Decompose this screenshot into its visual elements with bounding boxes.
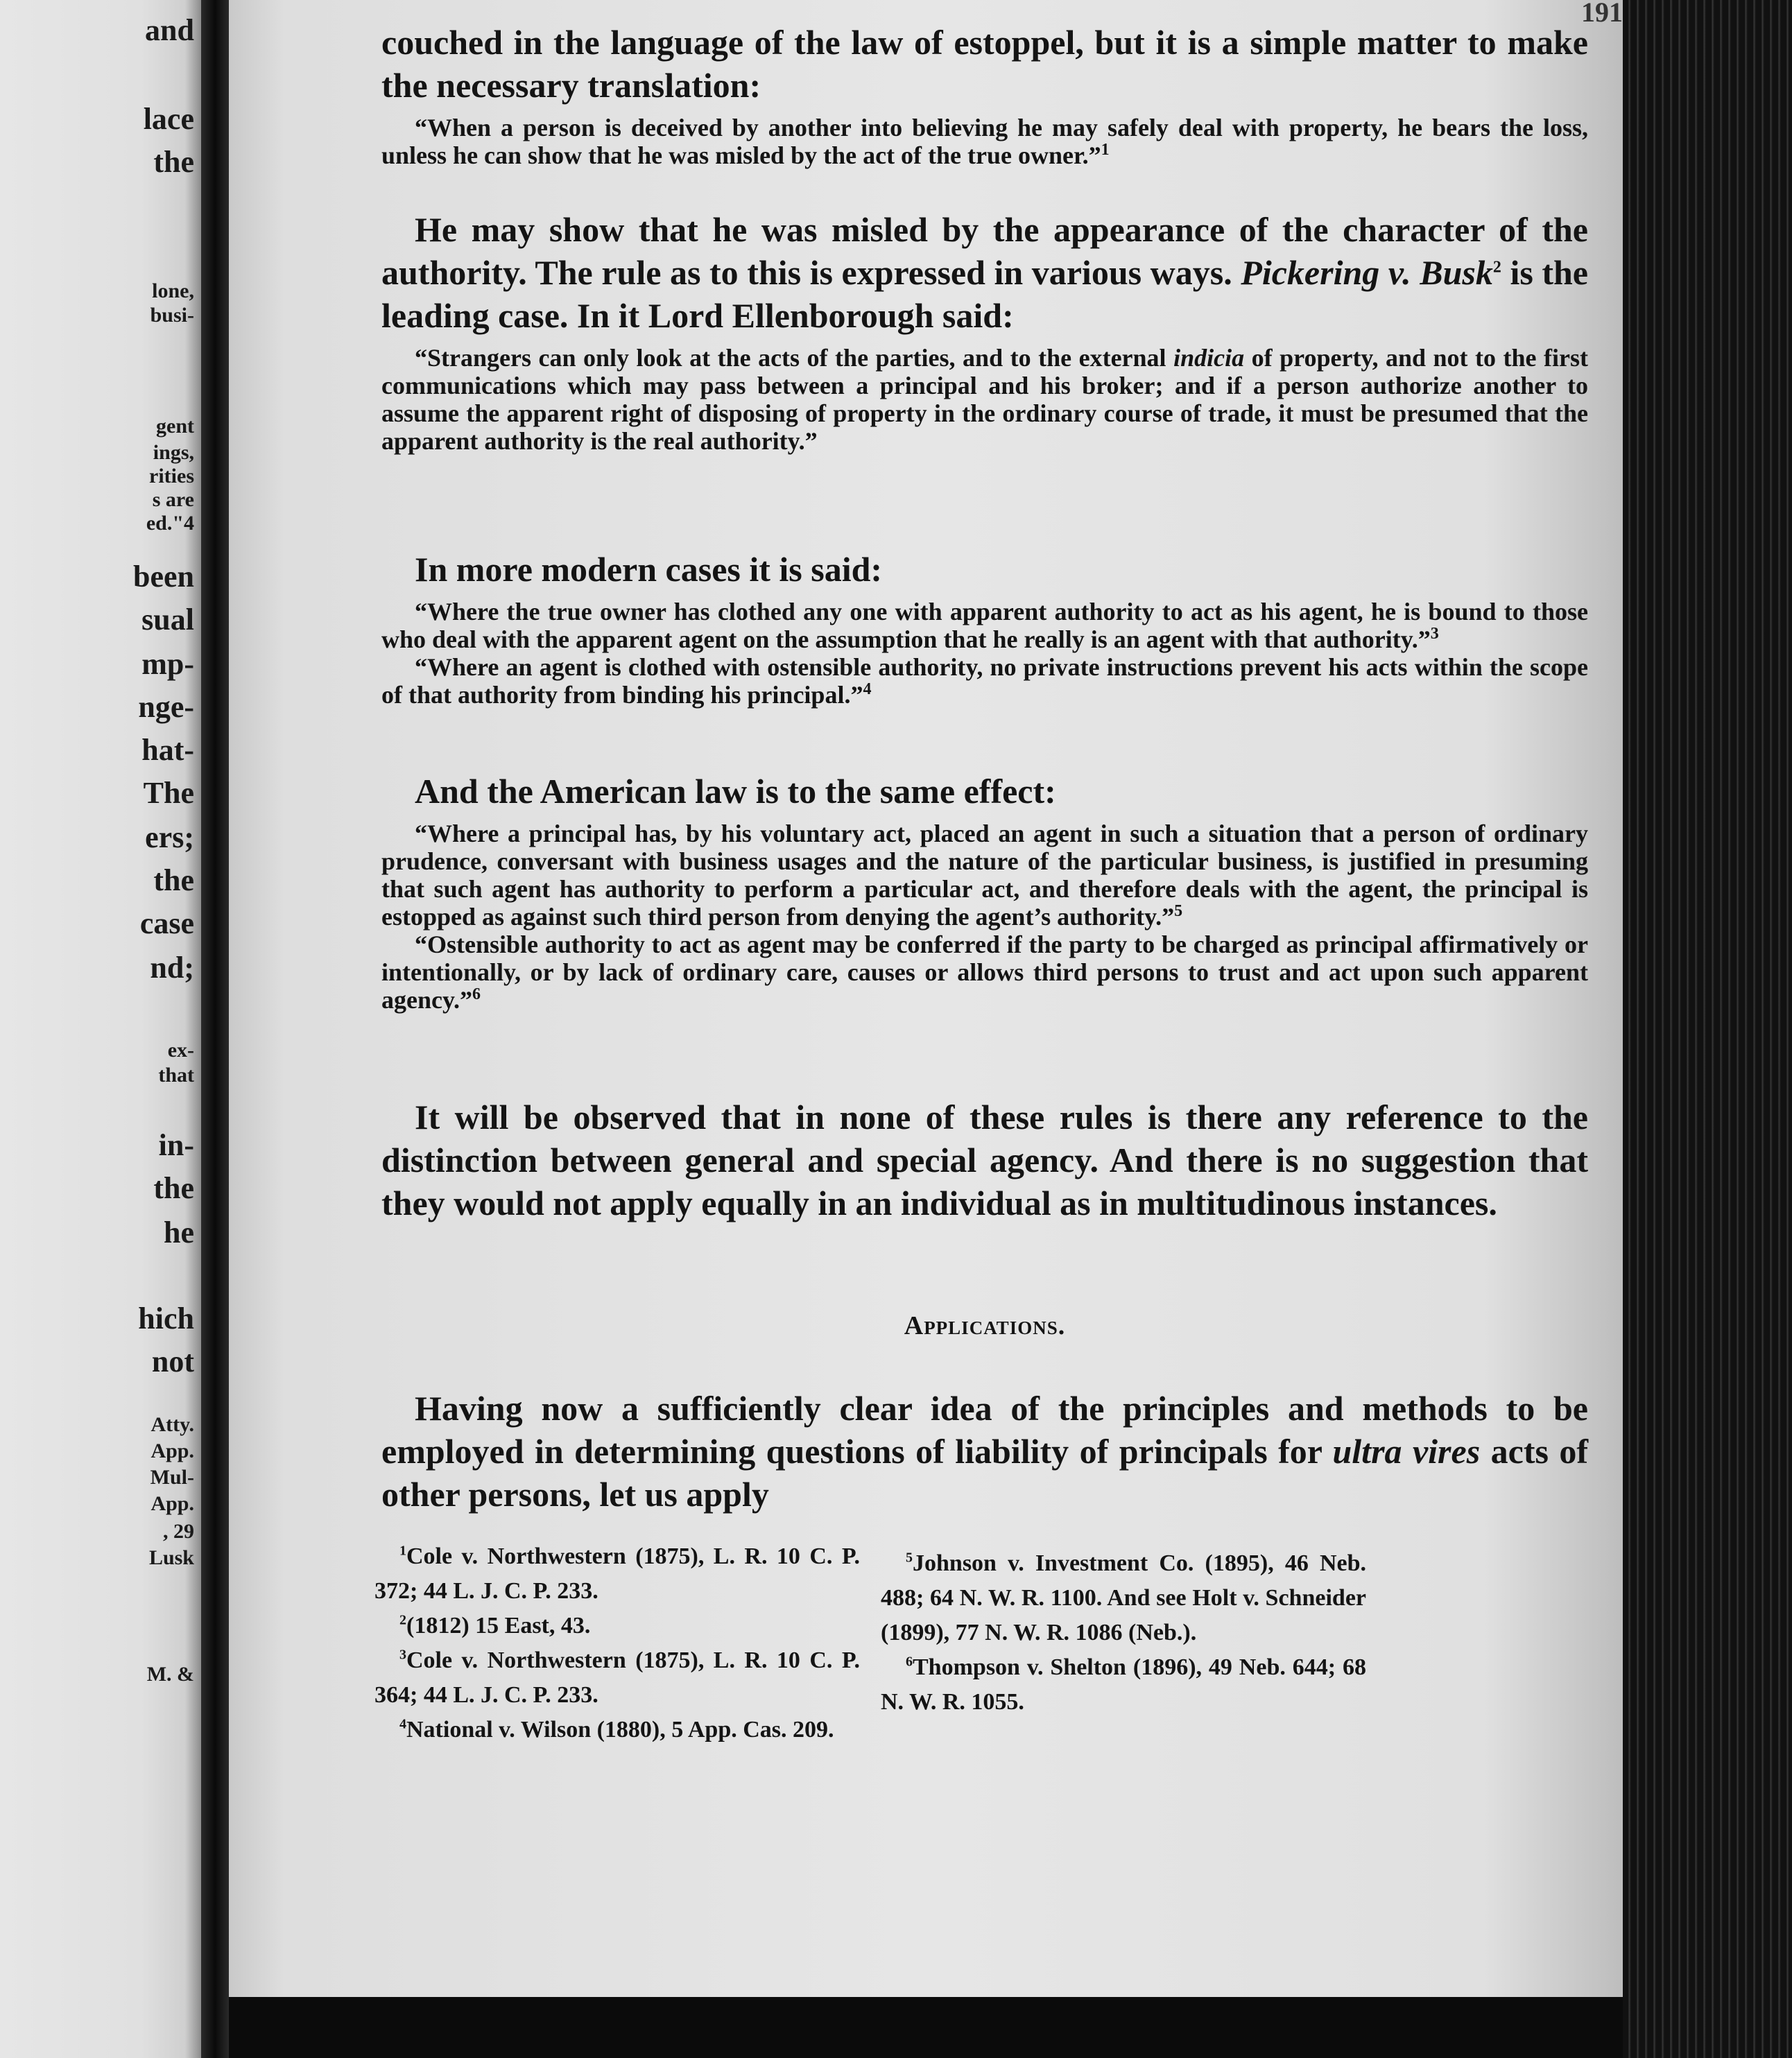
left-page-fragment: App. bbox=[150, 1492, 194, 1515]
left-page-fragment: rities bbox=[149, 465, 194, 487]
left-page-fragment: the bbox=[153, 145, 194, 179]
paragraph-2: He may show that he was misled by the appearance of the character of the authority. The rule as to this is expressed in various ways. Pickering v. Busk$^2$ is the leading case. In it Lord Ellenborough said: bbox=[381, 210, 1589, 335]
page-stack-edge bbox=[1623, 0, 1792, 2058]
book-page bbox=[229, 0, 1623, 1997]
paragraph-4: And the American law is to the same effect: bbox=[415, 772, 1056, 811]
left-page-fragment: hat- bbox=[141, 733, 194, 767]
left-page-fragment: Lusk bbox=[148, 1546, 194, 1569]
left-page-fragment: nd; bbox=[150, 951, 194, 985]
left-page-fragment: App. bbox=[150, 1439, 194, 1462]
quote-5: “Where a principal has, by his voluntary act, placed an agent in such a situation that a person of ordinary prudence, conversant with business usages and the nature of the particular business, is justified in presuming that such agent has authority to perform a particular act, and therefore deals with the agent, the principal is estopped as against such third person from denying the agent’s authority.”$^5$ bbox=[381, 820, 1588, 931]
footnote-ref-6: 6 bbox=[472, 985, 481, 1003]
left-page-fragment: busi- bbox=[150, 304, 194, 327]
left-page-fragment: been bbox=[133, 560, 194, 594]
quote-3: “Where the true owner has clothed any one with apparent authority to act as his agent, he is bound to those who deal with the apparent agent on the assumption that he really is an agent with that authority.”$^3$ bbox=[381, 598, 1588, 653]
footnote-3: $^3$Cole v. Northwestern (1875), L. R. 10 C. P. 364; 44 L. J. C. P. 233. bbox=[374, 1647, 860, 1708]
left-page-fragment: M. & bbox=[146, 1663, 194, 1686]
left-page-fragment: s are bbox=[152, 488, 194, 511]
quote-2: “Strangers can only look at the acts of the parties, and to the external indicia of property, and not to the first communications which may pass between a principal and his broker; and if a person authorize another to assume the apparent right of disposing of property in the ordinary course of trade, it must be presumed that the apparent authority is the real authority.” bbox=[381, 344, 1588, 455]
footnote-5: $^5$Johnson v. Investment Co. (1895), 46 Neb. 488; 64 N. W. R. 1100. And see Holt v. Schneider (1899), 77 N. W. R. 1086 (Neb.). bbox=[881, 1550, 1366, 1645]
left-page-fragment: Atty. bbox=[150, 1413, 194, 1436]
paragraph-6: Having now a sufficiently clear idea of the principles and methods to be employed in determining questions of liability of principals for ultra vires acts of other persons, let us apply bbox=[381, 1389, 1589, 1514]
left-page-fragment: Mul- bbox=[150, 1466, 194, 1489]
footnotes-right bbox=[881, 1546, 1366, 1720]
left-page-fragment: not bbox=[151, 1344, 194, 1378]
section-applications bbox=[381, 1387, 1588, 1516]
footnote-ref-2: 2 bbox=[1492, 258, 1501, 277]
section-modern-cases bbox=[381, 548, 1588, 709]
footnote-1: $^1$Cole v. Northwestern (1875), L. R. 10 C. P. 372; 44 L. J. C. P. 233. bbox=[374, 1543, 860, 1604]
paragraph-5: It will be observed that in none of these rules is there any reference to the distinction between general and special agency. And there is no suggestion that they would not apply equally in an individual as in multitudinous instances. bbox=[381, 1098, 1588, 1222]
left-page-fragment: that bbox=[158, 1064, 194, 1087]
left-page-fragment: mp- bbox=[141, 647, 194, 681]
left-page-fragment: case bbox=[139, 906, 194, 940]
footnote-4: $^4$National v. Wilson (1880), 5 App. Cas. 209. bbox=[399, 1716, 834, 1743]
book-gutter bbox=[201, 0, 229, 2058]
left-page-fragment: ex- bbox=[167, 1039, 194, 1062]
left-page-fragment: ed."4 bbox=[146, 512, 194, 535]
left-page-fragment: hich bbox=[138, 1302, 194, 1335]
section-heading: Applications. bbox=[904, 1311, 1066, 1340]
paragraph-1: couched in the language of the law of estoppel, but it is a simple matter to make the necessary translation: bbox=[381, 23, 1588, 105]
section-pickering bbox=[381, 208, 1588, 455]
footnotes-left bbox=[374, 1539, 860, 1747]
left-page-fragment: ers; bbox=[145, 820, 194, 854]
page-number: 191 bbox=[1581, 0, 1623, 28]
paragraph-3: In more modern cases it is said: bbox=[415, 550, 883, 589]
latin-term: ultra vires bbox=[1332, 1432, 1481, 1471]
section-american-law bbox=[381, 770, 1588, 1014]
left-page-fragment: and bbox=[145, 13, 194, 47]
footnote-2: $^2$(1812) 15 East, 43. bbox=[399, 1612, 591, 1638]
left-page-fragment: The bbox=[143, 776, 194, 810]
section-observation bbox=[381, 1096, 1588, 1225]
left-page-fragment: nge- bbox=[138, 690, 194, 724]
left-page-fragment: the bbox=[153, 863, 194, 897]
footnote-6: $^6$Thompson v. Shelton (1896), 49 Neb. 644; 68 N. W. R. 1055. bbox=[881, 1654, 1366, 1715]
footnote-ref-5: 5 bbox=[1174, 902, 1183, 920]
quote-1: “When a person is deceived by another into believing he may safely deal with property, he bears the loss, unless he can show that he was misled by the act of the true owner.”$^1$ bbox=[381, 114, 1588, 169]
previous-page-edge bbox=[0, 0, 201, 2058]
footnote-ref-4: 4 bbox=[863, 680, 872, 698]
section-translation bbox=[381, 21, 1588, 169]
left-page-fragment: sual bbox=[141, 603, 194, 637]
quote-6: “Ostensible authority to act as agent may be conferred if the party to be charged as principal affirmatively or intentionally, or by lack of ordinary care, causes or allows third persons to trust and act upon such apparent agency.”$^6$ bbox=[381, 931, 1588, 1014]
case-name: Pickering v. Busk bbox=[1241, 253, 1493, 292]
footnote-ref-3: 3 bbox=[1430, 625, 1439, 643]
left-page-fragment: he bbox=[164, 1216, 194, 1250]
quote-4: “Where an agent is clothed with ostensible authority, no private instructions prevent his acts within the scope of that authority from binding his principal.”$^4$ bbox=[381, 653, 1588, 709]
left-page-fragment: the bbox=[153, 1171, 194, 1205]
left-page-fragment: , 29 bbox=[163, 1520, 194, 1543]
left-page-fragment: ings, bbox=[153, 441, 194, 464]
left-page-fragment: lace bbox=[143, 102, 194, 136]
left-page-fragment: in- bbox=[158, 1128, 194, 1162]
left-page-fragment: lone, bbox=[152, 279, 194, 302]
footnote-ref-1: 1 bbox=[1101, 141, 1110, 159]
left-page-fragment: gent bbox=[156, 415, 194, 438]
